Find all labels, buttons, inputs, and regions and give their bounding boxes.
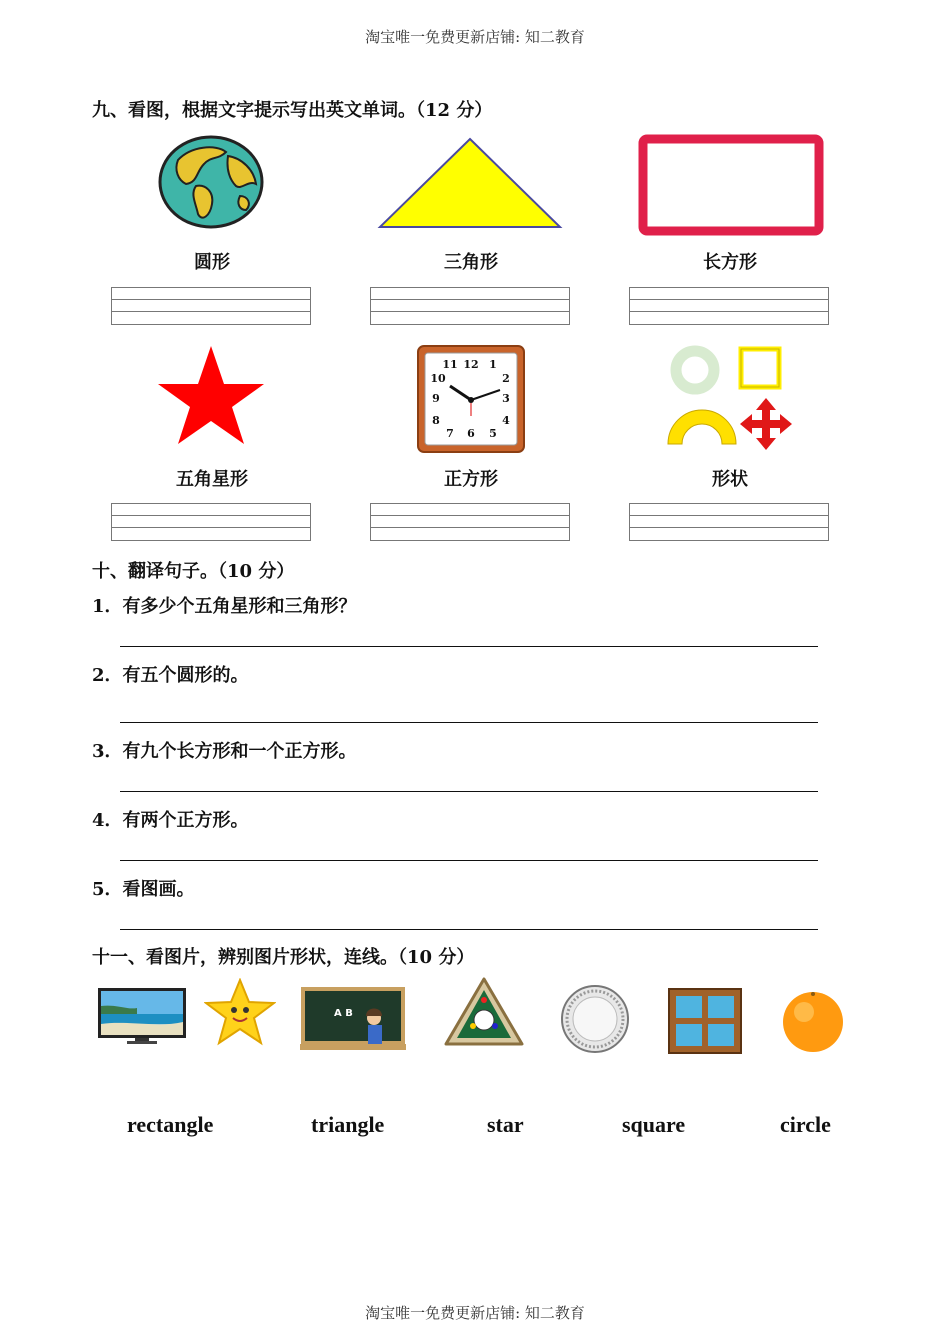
svg-text:6: 6 [467,427,475,440]
writing-lines-5[interactable] [370,503,570,541]
svg-text:1: 1 [489,358,497,371]
label-circle: 圆形 [194,252,230,273]
orange-icon [780,988,846,1054]
triangle-icon [377,136,563,230]
globe-icon [156,134,266,230]
question-5: 5．看图画。 [92,879,195,900]
plate-icon [560,984,630,1054]
answer-line-1[interactable] [120,646,818,647]
word-star[interactable]: star [487,1112,524,1137]
page-footer: 淘宝唯一免费更新店铺: 知二教育 [365,1304,585,1322]
tv-icon [97,986,187,1046]
question-3: 3．有九个长方形和一个正方形。 [92,741,357,762]
svg-text:12: 12 [463,358,479,371]
svg-text:10: 10 [430,372,446,385]
clock-icon [416,344,526,454]
svg-text:9: 9 [432,392,440,405]
answer-line-4[interactable] [120,860,818,861]
page-header: 淘宝唯一免费更新店铺: 知二教育 [365,28,585,46]
writing-lines-2[interactable] [370,287,570,325]
svg-text:3: 3 [502,392,510,405]
svg-text:2: 2 [502,372,510,385]
section11-title: 十一、看图片，辨别图片形状，连线。（10 分） [92,947,475,968]
answer-line-5[interactable] [120,929,818,930]
svg-text:A B: A B [334,1008,353,1019]
svg-text:4: 4 [502,414,510,427]
star-icon [156,344,266,446]
answer-line-3[interactable] [120,791,818,792]
pool-triangle-icon [443,976,525,1050]
label-star: 五角星形 [176,469,248,490]
word-circle[interactable]: circle [780,1112,831,1137]
svg-text:5: 5 [489,427,497,440]
section9-title: 九、看图，根据文字提示写出英文单词。（12 分） [92,100,493,121]
writing-lines-1[interactable] [111,287,311,325]
word-square[interactable]: square [622,1112,686,1137]
question-1: 1．有多少个五角星形和三角形？ [92,596,357,617]
svg-text:8: 8 [432,414,440,427]
question-2: 2．有五个圆形的。 [92,665,249,686]
answer-line-2[interactable] [120,722,818,723]
label-shape: 形状 [712,469,748,490]
svg-text:7: 7 [446,427,454,440]
writing-lines-4[interactable] [111,503,311,541]
blackboard-icon [300,986,406,1052]
label-triangle: 三角形 [444,252,498,273]
shapes-icon [664,344,796,452]
writing-lines-3[interactable] [629,287,829,325]
svg-text:11: 11 [442,358,458,371]
rectangle-frame-icon [638,134,824,236]
question-4: 4．有两个正方形。 [92,810,249,831]
label-rectangle: 长方形 [703,252,757,273]
word-triangle[interactable]: triangle [311,1112,385,1137]
word-rectangle[interactable]: rectangle [127,1112,214,1137]
star-toy-icon [204,978,276,1046]
label-square: 正方形 [444,469,498,490]
window-icon [668,988,742,1054]
section10-title: 十、翻译句子。（10 分） [92,561,295,582]
writing-lines-6[interactable] [629,503,829,541]
